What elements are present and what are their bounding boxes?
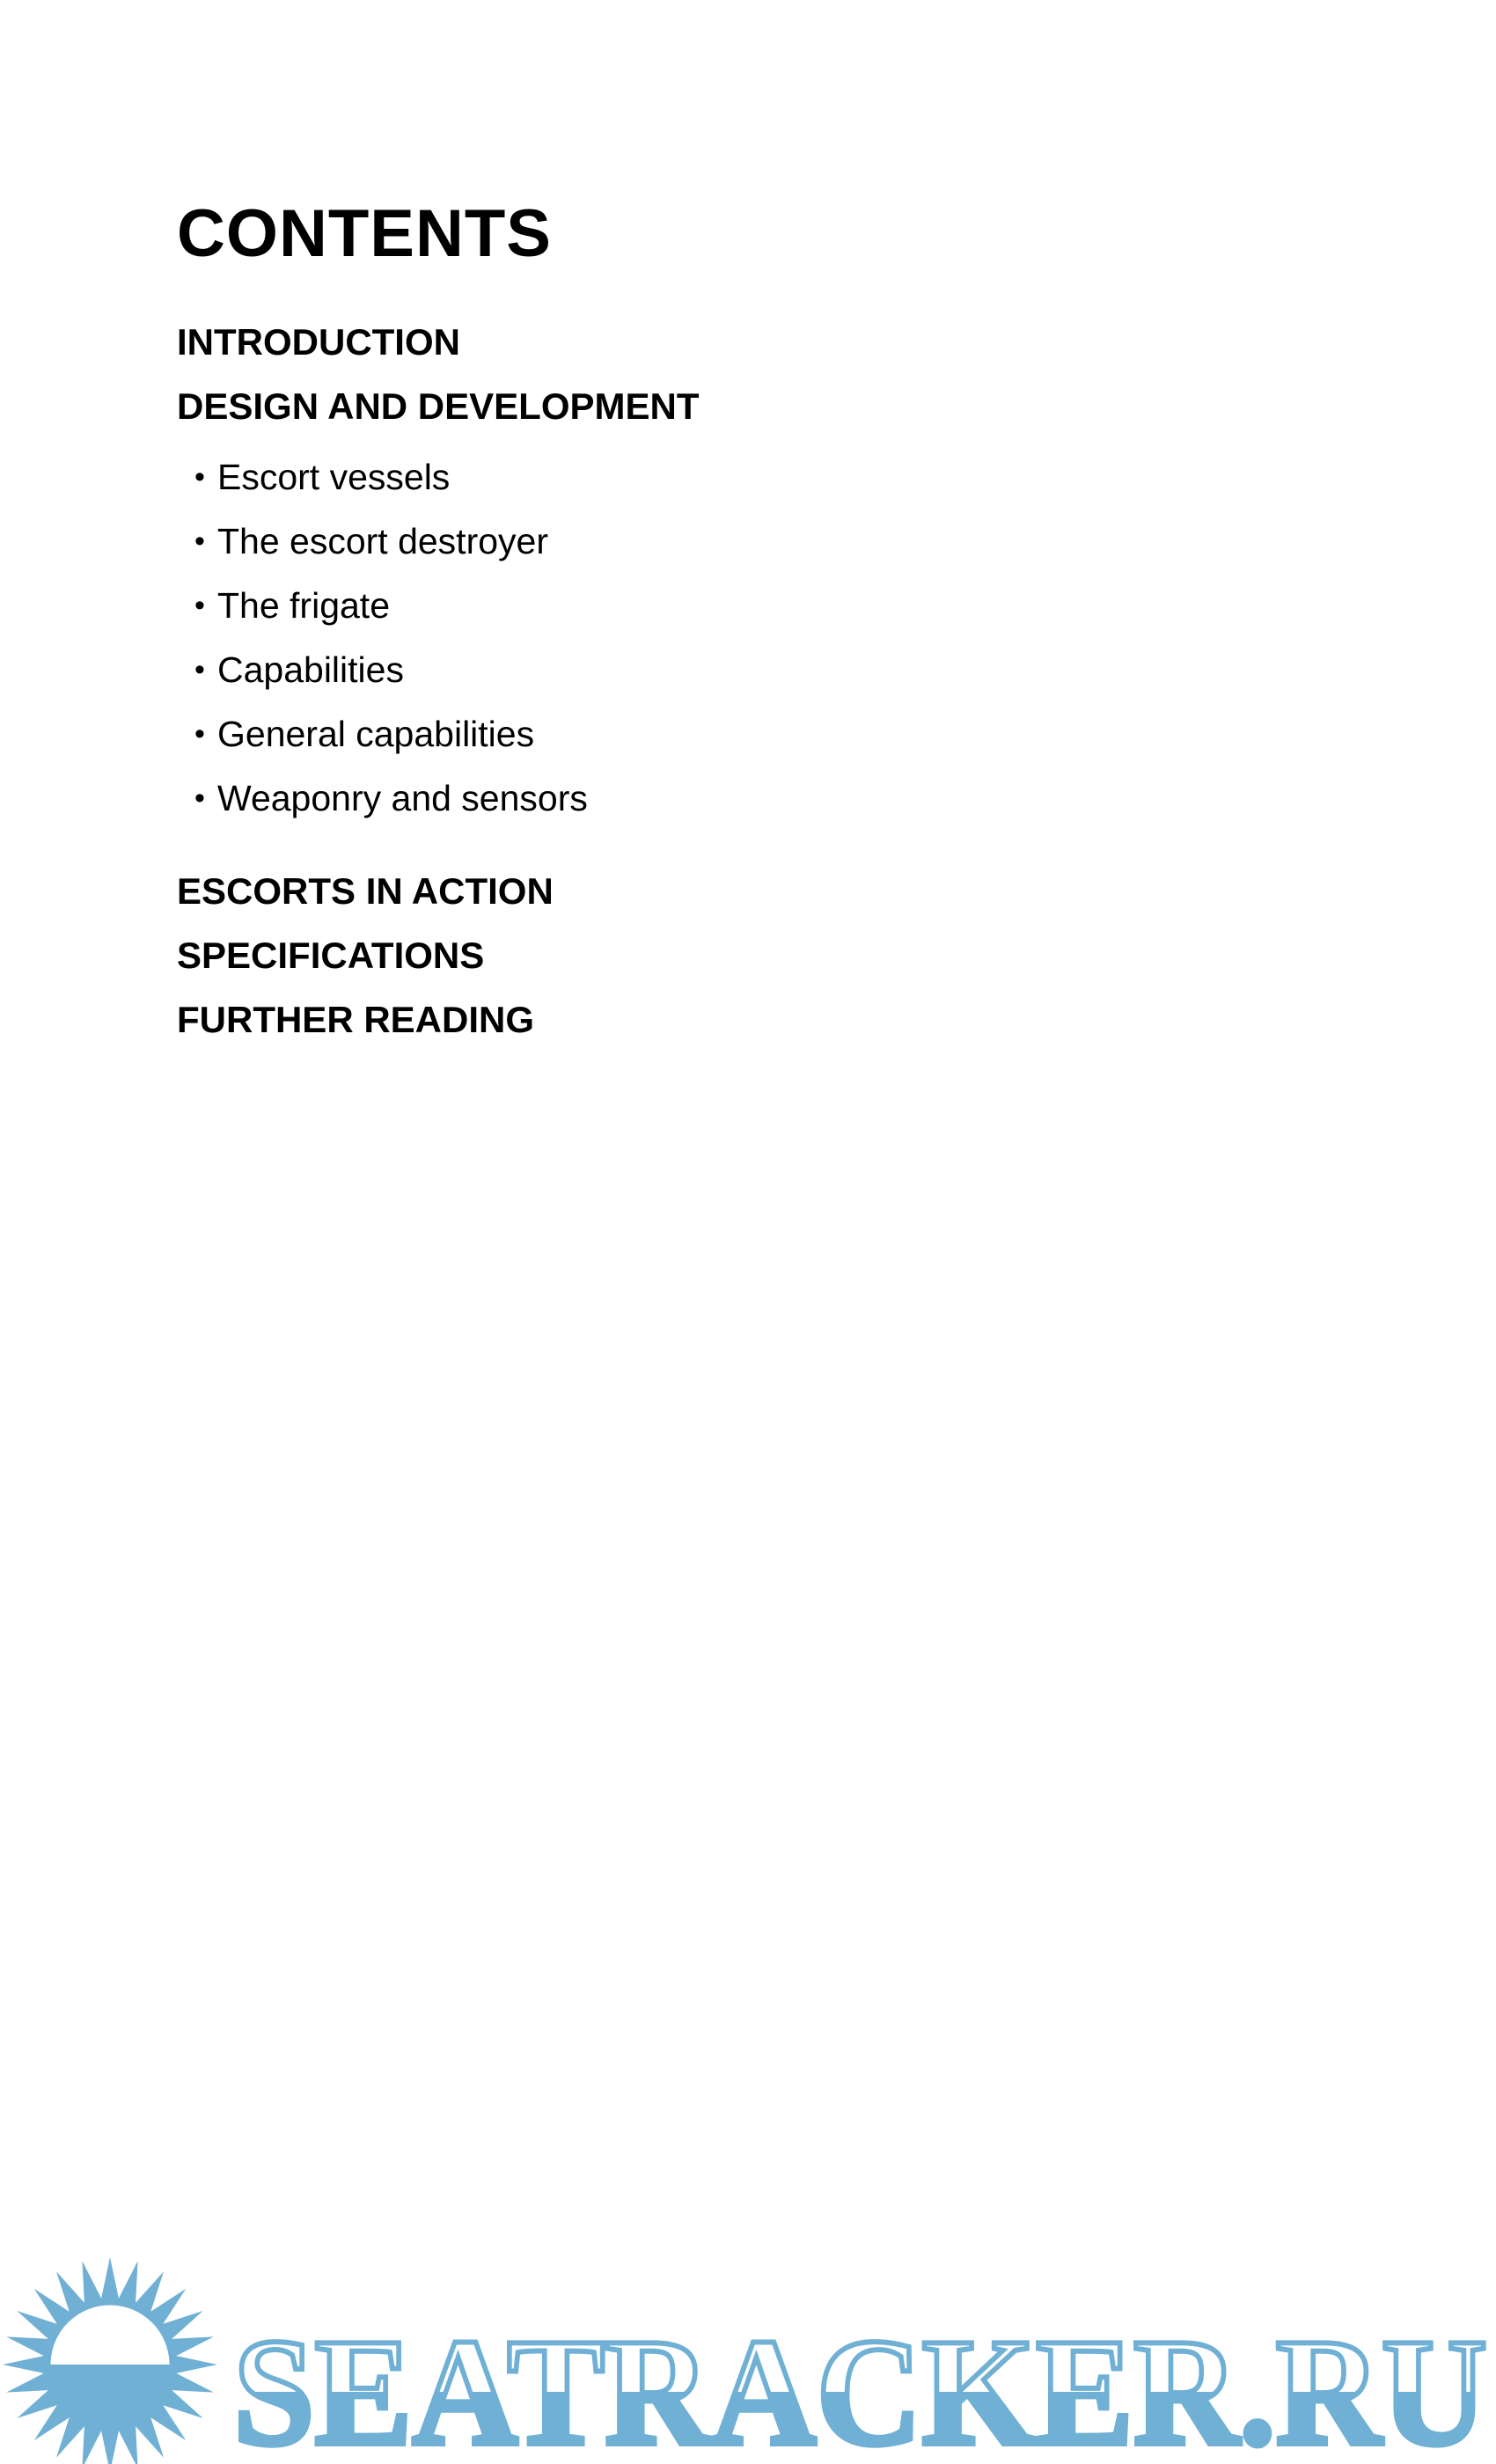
toc-entry-further-reading: FURTHER READING [177, 999, 534, 1040]
contents-title: CONTENTS [177, 196, 552, 271]
watermark [0, 2248, 1496, 2464]
toc-entry-escorts-in-action: ESCORTS IN ACTION [177, 870, 554, 912]
toc-subentry [194, 716, 1321, 781]
bullet: • [194, 653, 205, 686]
sun-disc [48, 2303, 172, 2426]
toc-entry-specifications: SPECIFICATIONS [177, 935, 485, 976]
bullet: • [194, 460, 205, 494]
toc-subentry-label: Capabilities [217, 649, 404, 690]
bullet: • [194, 524, 205, 558]
bullet: • [194, 717, 205, 751]
toc-subentry [194, 649, 1321, 716]
table-of-contents [177, 196, 1321, 1066]
toc-entry-design-and-development: DESIGN AND DEVELOPMENT [177, 385, 700, 427]
toc-subentry-label: Weaponry and sensors [217, 778, 588, 818]
toc-entry-introduction: INTRODUCTION [177, 321, 460, 363]
toc-subentry [194, 459, 1321, 524]
bullet: • [194, 781, 205, 815]
toc-subentry-label: General capabilities [217, 714, 535, 754]
watermark-text: SEATRACKER.RU [233, 2306, 1487, 2464]
toc-subentry [194, 778, 1321, 845]
toc-subentry [194, 521, 1321, 588]
toc-subentry-label: The frigate [217, 585, 390, 626]
sun-icon [3, 2257, 217, 2464]
toc-subentry [194, 585, 1321, 652]
bullet: • [194, 589, 205, 622]
toc-subentry-label: Escort vessels [217, 457, 451, 497]
toc-subentry-label: The escort destroyer [217, 521, 548, 561]
toc-sublist [194, 459, 1321, 845]
